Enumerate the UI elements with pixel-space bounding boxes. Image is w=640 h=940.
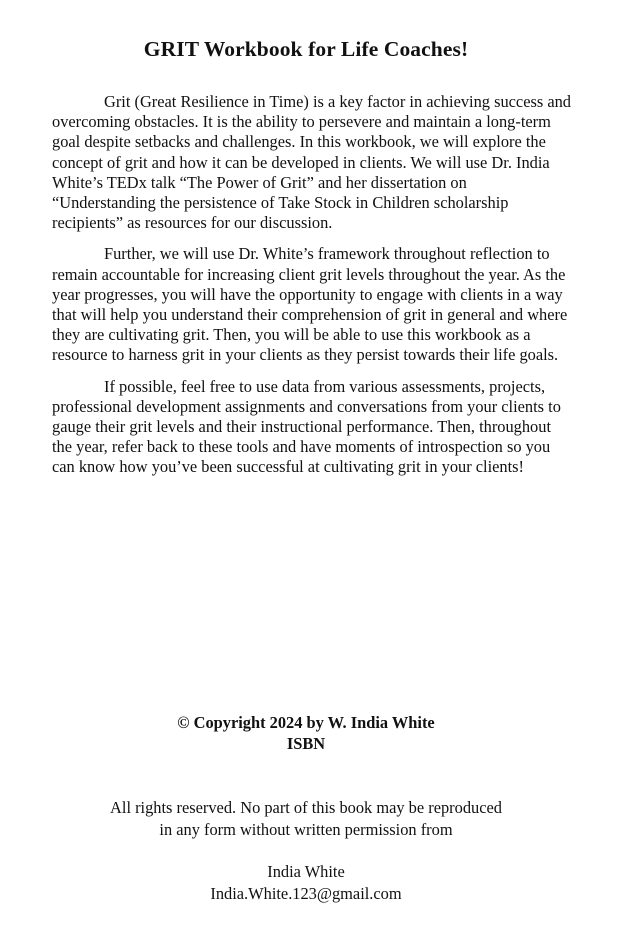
isbn-label: ISBN [286, 734, 326, 753]
rights-block [0, 797, 612, 841]
author-email: India.White.123@gmail.com [210, 884, 402, 903]
rights-line-1: All rights reserved. No part of this book may be reproduced [110, 798, 502, 817]
copyright-notice: © Copyright 2024 by W. India White [177, 713, 435, 732]
body-text [52, 92, 572, 489]
author-name: India White [267, 862, 345, 881]
intro-paragraph: Grit (Great Resilience in Time) is a key factor in achieving success and overcoming obstacles. It is the ability to persevere and maintain a long-term goal despite setbacks and challenges. In this workbook, we will explore the concept of grit and how it can be developed in clients. We will use Dr. India White’s TEDx talk “The Power of Grit” and her dissertation on “Understanding the persistence of Take Stock in Children scholarship recipients” as resources for our discussion. [52, 92, 571, 233]
rights-line-2: in any form without written permission from [159, 820, 453, 839]
contact-block [0, 861, 612, 905]
copyright-block [0, 712, 612, 754]
page-title: GRIT Workbook for Life Coaches! [143, 37, 469, 61]
framework-paragraph: Further, we will use Dr. White’s framework throughout reflection to remain accountable for increasing client grit levels throughout the year. As the year progresses, you will have the opportunity to engage with clients in a way that will help you understand their comprehension of grit in general and where they are cultivating grit. Then, you will be able to use this workbook as a resource to harness grit in your clients as they persist towards their life goals. [52, 244, 568, 365]
data-usage-paragraph: If possible, feel free to use data from various assessments, projects, professional development assignments and conversations from your clients to gauge their grit levels and their instructional performance. Then, throughout the year, refer back to these tools and have moments of introspection so you can know how you’ve been successful at cultivating grit in your clients! [52, 376, 561, 477]
